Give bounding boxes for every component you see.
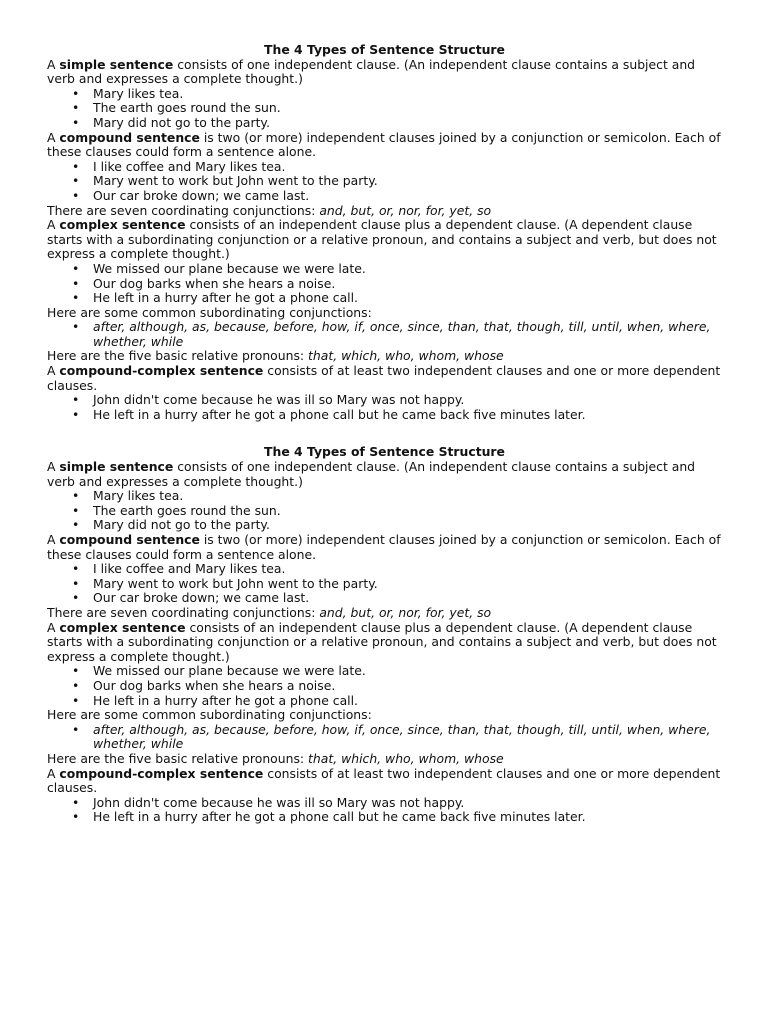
example-text: The earth goes round the sun.: [93, 100, 281, 116]
bullet-icon: •: [72, 85, 80, 101]
bullet-icon: •: [72, 692, 80, 708]
bullet-icon: •: [72, 575, 80, 591]
list-item: [72, 260, 722, 277]
bullet-icon: •: [72, 158, 80, 174]
relative-list: that, which, who, whom, whose: [308, 348, 504, 364]
complex-sentence-term: complex sentence: [59, 217, 186, 233]
simple-examples-list: [47, 489, 722, 533]
list-item: [72, 517, 722, 533]
example-text: The earth goes round the sun.: [93, 502, 281, 518]
list-item: [72, 275, 722, 292]
example-text: Mary went to work but John went to the party.: [93, 173, 378, 189]
coordinating-list: and, but, or, nor, for, yet, so: [319, 202, 492, 218]
bullet-icon: •: [72, 663, 80, 679]
example-text: He left in a hurry after he got a phone call but he came back five minutes later.: [93, 809, 586, 825]
example-text: Our dog barks when she hears a noise.: [93, 275, 336, 291]
compound-sentence-term: compound sentence: [59, 129, 200, 145]
compound-complex-prefix: A: [47, 363, 60, 379]
example-text: John didn't come because he was ill so Mary was not happy.: [93, 794, 465, 810]
example-text: Our car broke down; we came last.: [93, 590, 310, 606]
list-item: [72, 590, 722, 606]
list-item: [72, 406, 722, 423]
simple-prefix: A: [47, 56, 60, 72]
compound-complex-term: compound-complex sentence: [59, 765, 264, 781]
list-item: [72, 561, 722, 577]
list-item: [72, 114, 722, 131]
example-text: Mary likes tea.: [93, 488, 184, 504]
list-item: [72, 488, 722, 504]
simple-sentence-definition: [47, 58, 722, 87]
bullet-icon: •: [72, 319, 80, 335]
coordinating-intro: There are seven coordinating conjunctions:: [47, 604, 320, 620]
relative-pronouns: [47, 752, 722, 767]
complex-definition-text: consists of an independent clause plus a dependent clause. (A dependent clause starts with a subordinating conjunction or a relative pronoun, and contains a subject and verb, but does not express a complete thought.): [47, 619, 717, 664]
bullet-icon: •: [72, 794, 80, 810]
compound-complex-definition: [47, 364, 722, 393]
compound-sentence-term: compound sentence: [59, 532, 200, 547]
compound-sentence-definition: [47, 131, 722, 160]
example-text: He left in a hurry after he got a phone call but he came back five minutes later.: [93, 406, 586, 422]
relative-intro: Here are the five basic relative pronouns:: [47, 348, 309, 364]
subordinating-conjunctions: after, although, as, because, before, how, if, once, since, than, that, though, till, until, when, where, whether, while: [93, 319, 711, 349]
bullet-icon: •: [72, 392, 80, 408]
section-2: [47, 445, 722, 824]
simple-definition-text: consists of one independent clause. (An independent clause contains a subject and verb and expresses a complete thought.): [47, 459, 696, 489]
coordinating-conjunctions: [47, 606, 722, 621]
bullet-icon: •: [72, 502, 80, 518]
bullet-icon: •: [72, 275, 80, 291]
bullet-icon: •: [72, 809, 80, 825]
bullet-icon: •: [72, 260, 80, 276]
coordinating-list: and, but, or, nor, for, yet, so: [319, 604, 492, 620]
bullet-icon: •: [72, 114, 80, 130]
list-item: [72, 100, 722, 116]
bullet-icon: •: [72, 590, 80, 606]
complex-sentence-definition: [47, 621, 722, 665]
list-item: [72, 85, 722, 102]
complex-examples-list: [47, 262, 722, 306]
compound-complex-examples-list: [47, 393, 722, 422]
simple-sentence-term: simple sentence: [59, 56, 174, 72]
list-item: [72, 663, 722, 679]
example-text: We missed our plane because we were late.: [93, 260, 366, 276]
bullet-icon: •: [72, 721, 80, 737]
list-item: [72, 794, 722, 811]
compound-prefix: A: [47, 532, 60, 547]
list-item: [72, 319, 722, 349]
example-text: He left in a hurry after he got a phone call.: [93, 692, 358, 708]
example-text: John didn't come because he was ill so Mary was not happy.: [93, 392, 465, 408]
coordinating-intro: There are seven coordinating conjunctions:: [47, 202, 320, 218]
compound-complex-definition-text: consists of at least two independent clauses and one or more dependent clauses.: [47, 765, 721, 796]
compound-complex-definition-text: consists of at least two independent clauses and one or more dependent clauses.: [47, 363, 721, 393]
simple-examples-list: [47, 87, 722, 131]
example-text: Mary went to work but John went to the party.: [93, 575, 378, 591]
simple-prefix: A: [47, 459, 60, 475]
compound-complex-prefix: A: [47, 765, 60, 781]
coordinating-conjunctions: [47, 204, 722, 219]
relative-list: that, which, who, whom, whose: [308, 750, 504, 766]
compound-definition-text: is two (or more) independent clauses joined by a conjunction or semicolon. Each of these clauses could form a sentence alone.: [47, 129, 721, 160]
list-item: [72, 809, 722, 825]
simple-sentence-term: simple sentence: [59, 459, 174, 475]
subordinating-list: [47, 723, 722, 752]
list-item: [72, 290, 722, 306]
list-item: [72, 187, 722, 204]
compound-prefix: A: [47, 129, 60, 145]
section-title: The 4 Types of Sentence Structure: [264, 444, 505, 460]
bullet-icon: •: [72, 561, 80, 577]
complex-definition-text: consists of an independent clause plus a dependent clause. (A dependent clause starts with a subordinating conjunction or a relative pronoun, and contains a subject and verb, but does not express a complete thought.): [47, 217, 717, 262]
example-text: Our dog barks when she hears a noise.: [93, 677, 336, 693]
example-text: I like coffee and Mary likes tea.: [93, 561, 286, 577]
example-text: Our car broke down; we came last.: [93, 187, 310, 203]
simple-sentence-definition: [47, 460, 722, 489]
list-item: [72, 677, 722, 694]
section-1: [47, 43, 722, 422]
list-item: [72, 575, 722, 592]
list-item: [72, 173, 722, 189]
compound-complex-term: compound-complex sentence: [59, 363, 264, 379]
bullet-icon: •: [72, 488, 80, 504]
bullet-icon: •: [72, 100, 80, 116]
bullet-icon: •: [72, 406, 80, 422]
bullet-icon: •: [72, 173, 80, 189]
compound-examples-list: [47, 160, 722, 204]
compound-definition-text: is two (or more) independent clauses joined by a conjunction or semicolon. Each of these clauses could form a sentence alone.: [47, 532, 721, 562]
relative-pronouns: [47, 349, 722, 364]
complex-prefix: A: [47, 217, 60, 233]
example-text: He left in a hurry after he got a phone call.: [93, 290, 358, 306]
list-item: [72, 502, 722, 519]
subordinating-intro: Here are some common subordinating conjunctions:: [47, 304, 372, 320]
subordinating-intro: Here are some common subordinating conjunctions:: [47, 707, 372, 723]
example-text: We missed our plane because we were late.: [93, 663, 366, 679]
list-item: [72, 721, 722, 752]
simple-definition-text: consists of one independent clause. (An independent clause contains a subject and verb and expresses a complete thought.): [47, 56, 696, 87]
complex-prefix: A: [47, 619, 60, 635]
list-item: [72, 392, 722, 408]
relative-intro: Here are the five basic relative pronouns:: [47, 750, 309, 766]
compound-complex-definition: [47, 767, 722, 796]
complex-sentence-definition: [47, 218, 722, 262]
example-text: Mary did not go to the party.: [93, 114, 270, 130]
compound-examples-list: [47, 562, 722, 606]
bullet-icon: •: [72, 290, 80, 306]
example-text: Mary did not go to the party.: [93, 517, 270, 533]
subordinating-list: [47, 320, 722, 349]
bullet-icon: •: [72, 517, 80, 533]
example-text: Mary likes tea.: [93, 85, 184, 101]
list-item: [72, 158, 722, 175]
bullet-icon: •: [72, 677, 80, 693]
section-spacer: [47, 422, 722, 445]
section-title: The 4 Types of Sentence Structure: [264, 42, 505, 57]
compound-complex-examples-list: [47, 796, 722, 825]
complex-examples-list: [47, 664, 722, 708]
list-item: [72, 692, 722, 709]
example-text: I like coffee and Mary likes tea.: [93, 158, 286, 174]
compound-sentence-definition: [47, 533, 722, 562]
subordinating-conjunctions: after, although, as, because, before, how, if, once, since, than, that, though, till, until, when, where, whether, while: [93, 721, 711, 752]
complex-sentence-term: complex sentence: [59, 619, 186, 635]
bullet-icon: •: [72, 187, 80, 203]
